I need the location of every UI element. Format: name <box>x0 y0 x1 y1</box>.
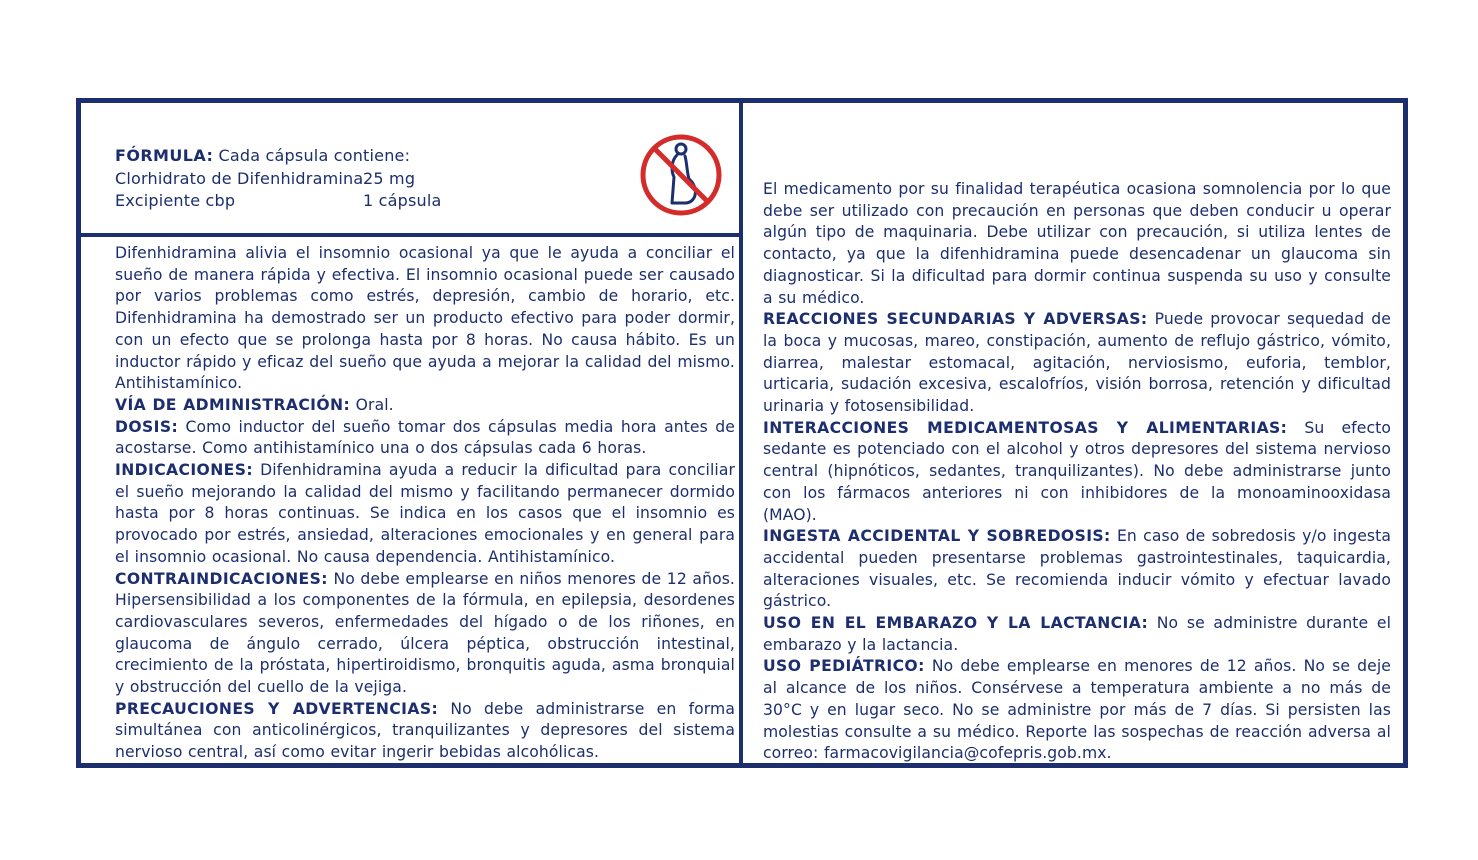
interacciones-section <box>763 418 1391 527</box>
formula-intro: Cada cápsula contiene: <box>213 146 411 165</box>
right-column <box>763 179 1391 765</box>
section-heading: USO PEDIÁTRICO: <box>763 657 925 676</box>
section-text: Oral. <box>350 395 394 414</box>
intro-paragraph: Difenhidramina alivia el insomnio ocasional ya que le ayuda a conciliar el sueño de manera rápida y efectiva. El insomnio ocasional puede ser causado por varios problemas como estrés, depresión, cambio de horario, etc. Difenhidramina ha demostrado ser un producto efectivo para poder dormir, con un efecto que se prolonga hasta por 8 horas. No causa hábito. Es un inductor rápido y eficaz del sueño que ayuda a mejorar la calidad del mismo. Antihistamínico. <box>115 244 735 393</box>
formula-block <box>115 145 455 213</box>
section-heading: INGESTA ACCIDENTAL Y SOBREDOSIS: <box>763 527 1111 546</box>
section-text: No debe emplearse en menores de 12 años. No se deje al alcance de los niños. Consérvese a temperatura ambiente a no más de 30°C y en lugar seco. No se administre por más de 7 días. Si persisten las molestias consulte a su médico. Reporte las sospechas de reacción adversa al correo: farmacovigilancia@cofepris.gob.mx. <box>763 657 1391 763</box>
section-text: Su efecto sedante es potenciado con el alcohol y otros depresores del sistema nervioso central (hipnóticos, sedantes, tranquilizantes). No debe administrarse junto con los fármacos anteriores ni con inhibidores de la monoaminooxidasa (MAO). <box>763 418 1391 524</box>
section-heading: PRECAUCIONES Y ADVERTENCIAS: <box>115 699 439 718</box>
section-heading: USO EN EL EMBARAZO Y LA LACTANCIA: <box>763 614 1149 633</box>
formula-ingredient: Clorhidrato de Difenhidramina <box>115 168 364 188</box>
section-heading: INDICACIONES: <box>115 461 253 480</box>
formula-amount: 25 mg <box>363 168 416 188</box>
section-heading: REACCIONES SECUNDARIAS Y ADVERSAS: <box>763 310 1148 329</box>
formula-heading: FÓRMULA: <box>115 146 214 165</box>
embarazo-section <box>763 613 1391 656</box>
section-heading: DOSIS: <box>115 417 179 436</box>
column-divider <box>739 103 743 763</box>
precauciones-section <box>115 699 735 764</box>
warning-paragraph: El medicamento por su finalidad terapéutica ocasiona somnolencia por lo que debe ser utilizado con precaución en personas que deben conducir u operar algún tipo de maquinaria. Debe utilizar con precaución, si utiliza lentes de contacto, ya que la difenhidramina puede desencadenar un glaucoma sin diagnosticar. Si la dificultad para dormir continua suspenda su uso y consulte a su médico. <box>763 180 1391 307</box>
no-pregnancy-icon <box>639 133 723 217</box>
contraindicaciones-section <box>115 569 735 699</box>
section-text: Como inductor del sueño tomar dos cápsulas media hora antes de acostarse. Como antihistamínico una o dos cápsulas cada 6 horas. <box>115 417 735 458</box>
dosis-section <box>115 417 735 460</box>
left-column <box>115 243 735 764</box>
section-text: No debe administrarse en forma simultánea con anticolinérgicos, tranquilizantes y depresores del sistema nervioso central, así como evitar ingerir bebidas alcohólicas. <box>115 699 735 762</box>
section-text: No se administre durante el embarazo y la lactancia. <box>763 614 1391 654</box>
section-heading: CONTRAINDICACIONES: <box>115 569 328 588</box>
pediatrico-section <box>763 656 1391 765</box>
formula-divider <box>81 233 741 237</box>
ingesta-section <box>763 526 1391 613</box>
via-section <box>115 395 735 417</box>
section-heading: INTERACCIONES MEDICAMENTOSAS Y ALIMENTARIAS: <box>763 418 1288 437</box>
section-heading: VÍA DE ADMINISTRACIÓN: <box>115 395 351 414</box>
section-text: En caso de sobredosis y/o ingesta accidental pueden presentarse problemas gastrointestinales, taquicardia, alteraciones visuales, etc. Se recomienda inducir vómito y efectuar lavado gástrico. <box>763 527 1391 611</box>
formula-row-active <box>115 168 455 191</box>
section-text: Puede provocar sequedad de la boca y mucosas, mareo, constipación, aumento de reflujo gástrico, vómito, diarrea, malestar estomacal, agitación, nerviosismo, euforia, temblor, urticaria, sudación excesiva, escalofríos, visión borrosa, retención y dificultad urinaria y fotosensibilidad. <box>763 310 1391 416</box>
formula-title-line <box>115 145 455 168</box>
formula-ingredient: Excipiente cbp <box>115 191 236 210</box>
indicaciones-section <box>115 460 735 569</box>
formula-amount: 1 cápsula <box>363 191 442 210</box>
reacciones-section <box>763 309 1391 418</box>
section-text: Difenhidramina ayuda a reducir la dificultad para conciliar el sueño mejorando la calidad del mismo y facilitando permanecer dormido hasta por 8 horas continuas. Se indica en los casos que el insomnio es provocado por estrés, ansiedad, alteraciones emocionales y en general para el insomnio ocasional. No causa dependencia. Antihistamínico. <box>115 461 735 566</box>
formula-row-excipient <box>115 190 455 213</box>
label-frame <box>76 98 1408 768</box>
section-text: No debe emplearse en niños menores de 12 años. Hipersensibilidad a los componentes de la fórmula, en epilepsia, desordenes cardiovasculares severos, enfermedades del hígado o de los riñones, en glaucoma de ángulo cerrado, úlcera péptica, obstrucción intestinal, crecimiento de la próstata, hipertiroidismo, bronquitis aguda, asma bronquial y obstrucción del cuello de la vejiga. <box>115 569 735 697</box>
